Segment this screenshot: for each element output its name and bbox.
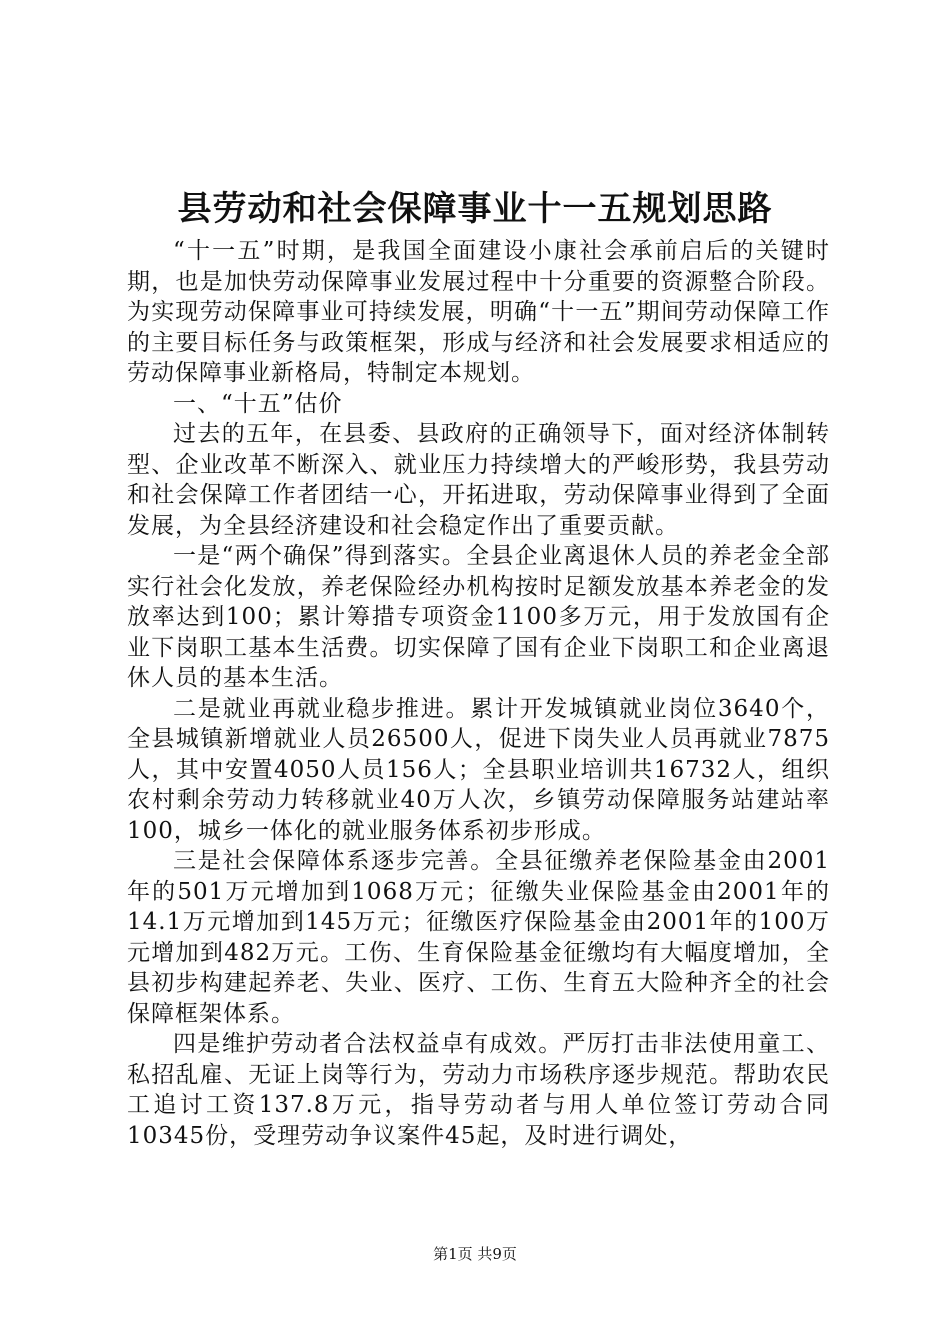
document-title: 县劳动和社会保障事业十一五规划思路 [177, 189, 773, 229]
body-paragraph: 四是维护劳动者合法权益卓有成效。严厉打击非法使用童工、私招乱雇、无证上岗等行为，劳动力市场秩序逐步规范。帮助农民工追讨工资137.8万元，指导劳动者与用人单位签订劳动合同10345份，受理劳动争议案件45起，及时进行调处， [127, 1031, 830, 1149]
body-paragraph: 二是就业再就业稳步推进。累计开发城镇就业岗位3640个，全县城镇新增就业人员26500人，促进下岗失业人员再就业7875人，其中安置4050人员156人；全县职业培训共16732人，组织农村剩余劳动力转移就业40万人次，乡镇劳动保障服务站建站率100，城乡一体化的就业服务体系初步形成。 [127, 695, 830, 844]
body-paragraph: 一是“两个确保”得到落实。全县企业离退休人员的养老金全部实行社会化发放，养老保险经办机构按时足额发放基本养老金的发放率达到100；累计筹措专项资金1100多万元，用于发放国有企业下岗职工基本生活费。切实保障了国有企业下岗职工和企业离退休人员的基本生活。 [127, 543, 830, 691]
intro-paragraph: “十一五”时期，是我国全面建设小康社会承前启后的关键时期，也是加快劳动保障事业发展过程中十分重要的资源整合阶段。为实现劳动保障事业可持续发展，明确“十一五”期间劳动保障工作的主要目标任务与政策框架，形成与经济和社会发展要求相适应的劳动保障事业新格局，特制定本规划。 [127, 238, 830, 386]
section-heading: 一、“十五”估价 [173, 390, 343, 417]
page-number-footer: 第1页 共9页 [433, 1245, 517, 1263]
body-paragraph: 三是社会保障体系逐步完善。全县征缴养老保险基金由2001年的501万元增加到1068万元；征缴失业保险基金由2001年的14.1万元增加到145万元；征缴医疗保险基金由2001年的100万元增加到482万元。工伤、生育保险基金征缴均有大幅度增加，全县初步构建起养老、失业、医疗、工伤、生育五大险种齐全的社会保障框架体系。 [127, 848, 830, 1027]
body-paragraph: 过去的五年，在县委、县政府的正确领导下，面对经济体制转型、企业改革不断深入、就业压力持续增大的严峻形势，我县劳动和社会保障工作者团结一心，开拓进取，劳动保障事业得到了全面发展，为全县经济建设和社会稳定作出了重要贡献。 [127, 421, 830, 539]
document-body [127, 236, 830, 1151]
